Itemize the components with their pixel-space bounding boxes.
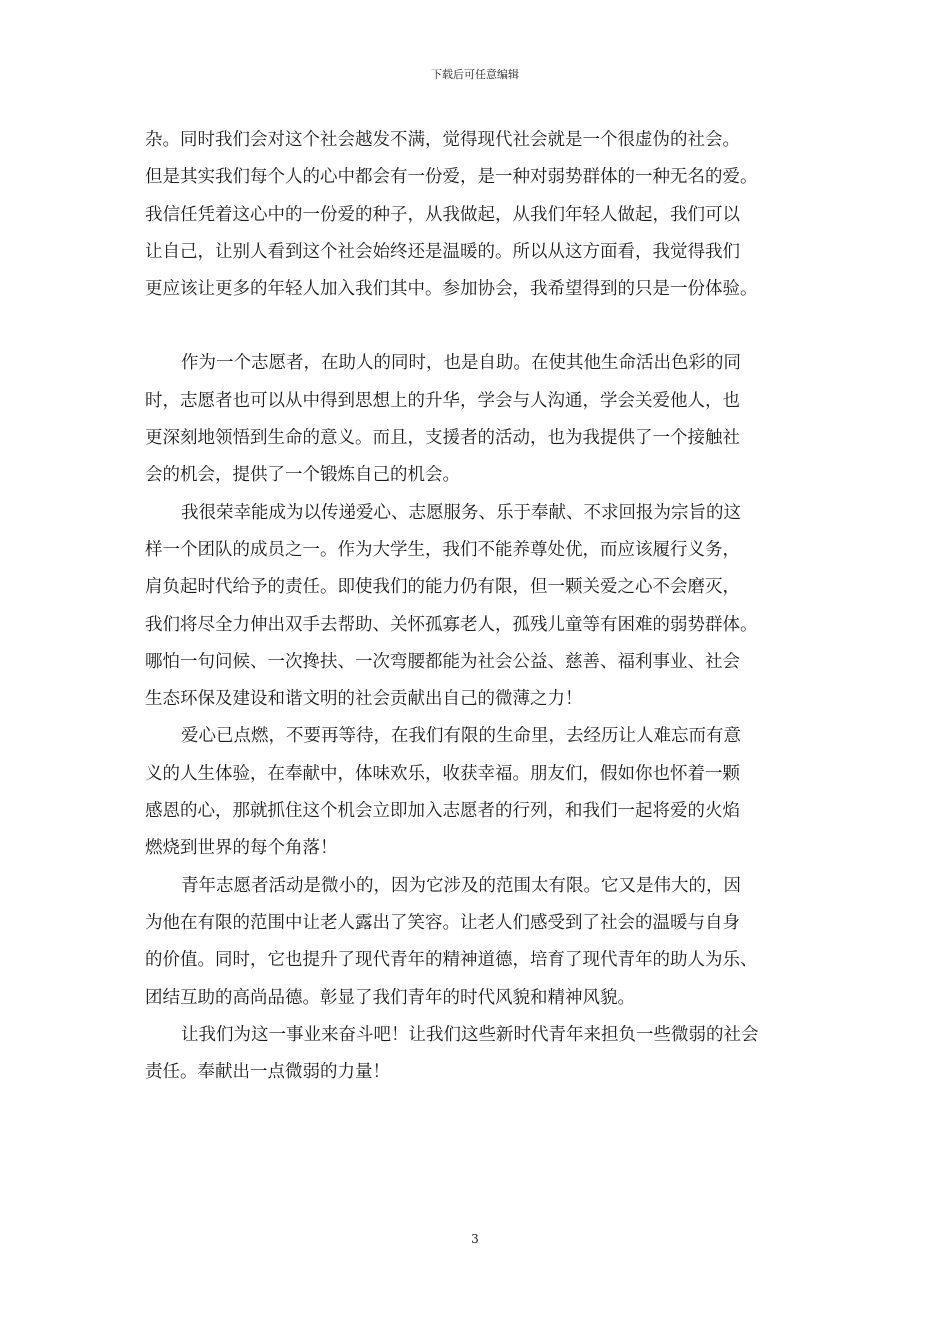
text-line: 义的人生体验，在奉献中，体味欢乐，收获幸福。朋友们，假如你也怀着一颗 [145,763,740,784]
text-line: 让我们为这一事业来奋斗吧！让我们这些新时代青年来担负一些微弱的社会 [181,1024,759,1045]
paragraph [145,495,817,719]
paragraph [145,868,817,1017]
text-line: 我信任凭着这心中的一份爱的种子，从我做起，从我们年轻人做起，我们可以 [145,204,740,225]
text-line: 我很荣幸能成为以传递爱心、志愿服务、乐于奉献、不求回报为宗旨的这 [181,502,741,523]
text-line: 杂。同时我们会对这个社会越发不满，觉得现代社会就是一个很虚伪的社会。 [145,130,740,150]
text-line: 哪怕一句问候、一次搀扶、一次弯腰都能为社会公益、慈善、福利事业、社会 [145,651,740,672]
paragraph [145,1017,817,1092]
text-line: 更应该让更多的年轻人加入我们其中。参加协会，我希望得到的只是一份体验。 [145,279,758,300]
paragraph-gap [145,308,817,345]
text-line: 责任。奉献出一点微弱的力量！ [145,1062,390,1083]
text-line: 但是其实我们每个人的心中都会有一份爱，是一种对弱势群体的一种无名的爱。 [145,167,758,188]
text-line: 会的机会，提供了一个锻炼自己的机会。 [145,465,460,486]
text-line: 让自己，让别人看到这个社会始终还是温暖的。所以从这方面看，我觉得我们 [145,241,740,262]
text-line: 的价值。同时，它也提升了现代青年的精神道德，培育了现代青年的助人为乐、 [145,950,758,971]
text-line: 时，志愿者也可以从中得到思想上的升华，学会与人沟通，学会关爱他人，也 [145,390,740,411]
text-line: 感恩的心，那就抓住这个机会立即加入志愿者的行列，和我们一起将爱的火焰 [145,801,740,822]
page-header: 下载后可任意编辑 [431,68,519,81]
paragraph [145,718,817,867]
text-line: 肩负起时代给予的责任。即使我们的能力仍有限，但一颗关爱之心不会磨灭， [145,577,740,598]
text-line: 我们将尽全力伸出双手去帮助、关怀孤寡老人，孤残儿童等有困难的弱势群体。 [145,614,758,635]
paragraph [145,345,817,494]
paragraph [145,122,817,308]
text-line: 燃烧到世界的每个角落！ [145,838,338,859]
text-line: 为他在有限的范围中让老人露出了笑容。让老人们感受到了社会的温暖与自身 [145,912,740,933]
text-line: 爱心已点燃，不要再等待，在我们有限的生命里，去经历让人难忘而有意 [181,726,741,747]
text-line: 生态环保及建设和谐文明的社会贡献出自己的微薄之力！ [145,689,583,710]
text-line: 青年志愿者活动是微小的，因为它涉及的范围太有限。它又是伟大的，因 [181,875,741,896]
text-line: 团结互助的高尚品德。彰显了我们青年的时代风貌和精神风貌。 [145,987,635,1008]
text-line: 样一个团队的成员之一。作为大学生，我们不能养尊处优，而应该履行义务， [145,539,740,560]
page-number: 3 [471,1232,479,1246]
document-body [145,122,817,1091]
text-line: 作为一个志愿者，在助人的同时，也是自助。在使其他生命活出色彩的同 [181,353,741,374]
text-line: 更深刻地领悟到生命的意义。而且，支援者的活动，也为我提供了一个接触社 [145,428,740,449]
